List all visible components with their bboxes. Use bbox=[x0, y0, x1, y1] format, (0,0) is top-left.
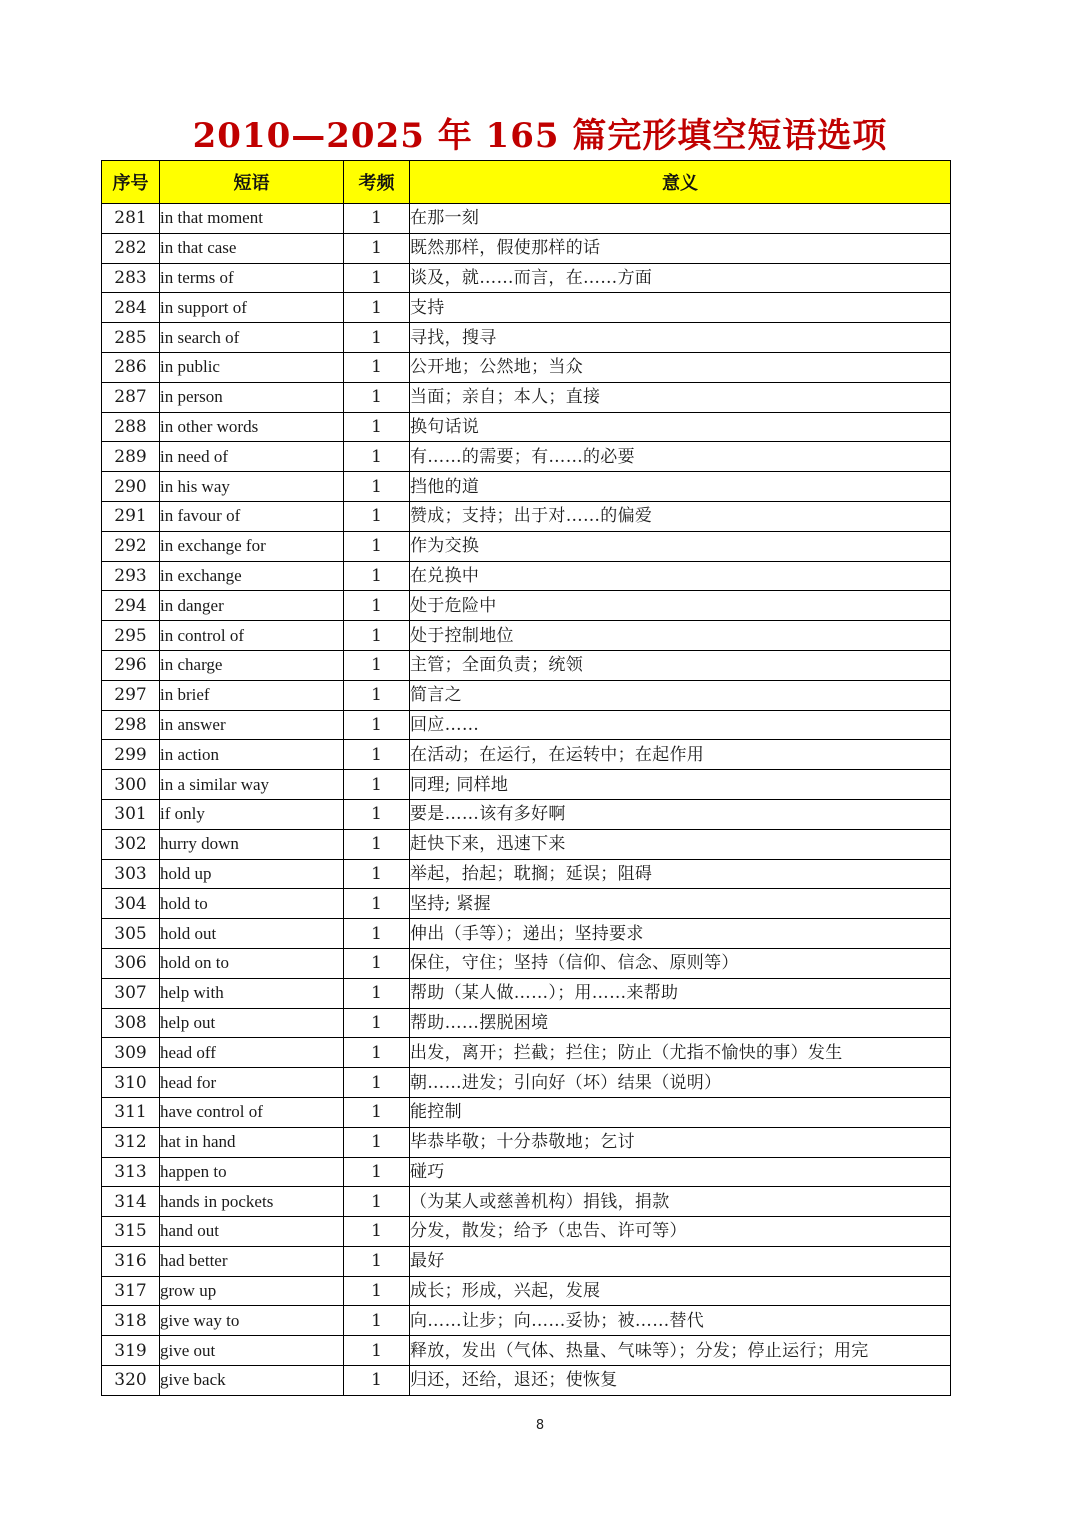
row-frequency: 1 bbox=[344, 1187, 410, 1217]
row-number: 282 bbox=[102, 233, 160, 263]
row-meaning: 回应…… bbox=[410, 710, 951, 740]
row-frequency: 1 bbox=[344, 859, 410, 889]
row-phrase: in search of bbox=[160, 323, 344, 353]
row-number: 302 bbox=[102, 829, 160, 859]
row-phrase: hands in pockets bbox=[160, 1187, 344, 1217]
header-phrase: 短语 bbox=[160, 161, 344, 204]
table-row bbox=[102, 1097, 951, 1127]
row-meaning: 支持 bbox=[410, 293, 951, 323]
table-row bbox=[102, 442, 951, 472]
row-phrase: in that moment bbox=[160, 204, 344, 234]
row-phrase: hurry down bbox=[160, 829, 344, 859]
row-phrase: in need of bbox=[160, 442, 344, 472]
row-phrase: hand out bbox=[160, 1217, 344, 1247]
header-freq: 考频 bbox=[344, 161, 410, 204]
row-meaning: 能控制 bbox=[410, 1097, 951, 1127]
row-frequency: 1 bbox=[344, 740, 410, 770]
row-meaning: 在活动；在运行，在运转中；在起作用 bbox=[410, 740, 951, 770]
row-number: 316 bbox=[102, 1246, 160, 1276]
table-row bbox=[102, 1038, 951, 1068]
table-row bbox=[102, 501, 951, 531]
row-number: 320 bbox=[102, 1366, 160, 1396]
table-row bbox=[102, 889, 951, 919]
table-row bbox=[102, 829, 951, 859]
row-phrase: in support of bbox=[160, 293, 344, 323]
table-row bbox=[102, 1246, 951, 1276]
row-meaning: 举起，抬起；耽搁；延误；阻碍 bbox=[410, 859, 951, 889]
table-row bbox=[102, 1187, 951, 1217]
table-row bbox=[102, 412, 951, 442]
row-phrase: give out bbox=[160, 1336, 344, 1366]
row-number: 292 bbox=[102, 531, 160, 561]
row-phrase: in public bbox=[160, 352, 344, 382]
row-phrase: in favour of bbox=[160, 501, 344, 531]
row-number: 290 bbox=[102, 472, 160, 502]
row-number: 318 bbox=[102, 1306, 160, 1336]
table-row bbox=[102, 1127, 951, 1157]
table-row bbox=[102, 1276, 951, 1306]
row-phrase: in a similar way bbox=[160, 770, 344, 800]
row-meaning: 伸出（手等）；递出；坚持要求 bbox=[410, 919, 951, 949]
row-number: 295 bbox=[102, 621, 160, 651]
row-frequency: 1 bbox=[344, 531, 410, 561]
row-meaning: 释放，发出（气体、热量、气味等）；分发；停止运行；用完 bbox=[410, 1336, 951, 1366]
table-row bbox=[102, 799, 951, 829]
row-frequency: 1 bbox=[344, 799, 410, 829]
table-row bbox=[102, 1008, 951, 1038]
row-meaning: 挡他的道 bbox=[410, 472, 951, 502]
row-meaning: 换句话说 bbox=[410, 412, 951, 442]
row-frequency: 1 bbox=[344, 591, 410, 621]
row-number: 313 bbox=[102, 1157, 160, 1187]
row-meaning: 处于危险中 bbox=[410, 591, 951, 621]
row-phrase: in his way bbox=[160, 472, 344, 502]
table-row bbox=[102, 263, 951, 293]
table-row bbox=[102, 293, 951, 323]
row-number: 296 bbox=[102, 650, 160, 680]
row-frequency: 1 bbox=[344, 919, 410, 949]
row-number: 312 bbox=[102, 1127, 160, 1157]
row-frequency: 1 bbox=[344, 650, 410, 680]
row-meaning: 赶快下来，迅速下来 bbox=[410, 829, 951, 859]
row-frequency: 1 bbox=[344, 233, 410, 263]
table-row bbox=[102, 1306, 951, 1336]
table-row bbox=[102, 978, 951, 1008]
row-phrase: in control of bbox=[160, 621, 344, 651]
row-phrase: in person bbox=[160, 382, 344, 412]
row-frequency: 1 bbox=[344, 501, 410, 531]
row-number: 307 bbox=[102, 978, 160, 1008]
row-meaning: 帮助（某人做……）；用……来帮助 bbox=[410, 978, 951, 1008]
row-meaning: 保住，守住；坚持（信仰、信念、原则等） bbox=[410, 948, 951, 978]
row-number: 281 bbox=[102, 204, 160, 234]
row-number: 300 bbox=[102, 770, 160, 800]
row-number: 319 bbox=[102, 1336, 160, 1366]
row-number: 287 bbox=[102, 382, 160, 412]
row-phrase: hat in hand bbox=[160, 1127, 344, 1157]
row-frequency: 1 bbox=[344, 1068, 410, 1098]
row-frequency: 1 bbox=[344, 204, 410, 234]
row-phrase: hold out bbox=[160, 919, 344, 949]
row-number: 284 bbox=[102, 293, 160, 323]
row-meaning: 主管；全面负责；统领 bbox=[410, 650, 951, 680]
row-phrase: help with bbox=[160, 978, 344, 1008]
row-phrase: in terms of bbox=[160, 263, 344, 293]
row-frequency: 1 bbox=[344, 680, 410, 710]
table-row bbox=[102, 1336, 951, 1366]
page-number: 8 bbox=[535, 1418, 545, 1433]
row-frequency: 1 bbox=[344, 1366, 410, 1396]
table-row bbox=[102, 323, 951, 353]
table-row bbox=[102, 531, 951, 561]
row-number: 286 bbox=[102, 352, 160, 382]
row-phrase: have control of bbox=[160, 1097, 344, 1127]
row-meaning: （为某人或慈善机构）捐钱，捐款 bbox=[410, 1187, 951, 1217]
row-number: 309 bbox=[102, 1038, 160, 1068]
row-frequency: 1 bbox=[344, 770, 410, 800]
row-frequency: 1 bbox=[344, 293, 410, 323]
row-phrase: in charge bbox=[160, 650, 344, 680]
row-frequency: 1 bbox=[344, 472, 410, 502]
row-phrase: grow up bbox=[160, 1276, 344, 1306]
row-meaning: 最好 bbox=[410, 1246, 951, 1276]
row-number: 291 bbox=[102, 501, 160, 531]
table-body bbox=[102, 204, 951, 1396]
row-frequency: 1 bbox=[344, 263, 410, 293]
header-no: 序号 bbox=[102, 161, 160, 204]
row-phrase: had better bbox=[160, 1246, 344, 1276]
row-number: 285 bbox=[102, 323, 160, 353]
row-meaning: 有……的需要；有……的必要 bbox=[410, 442, 951, 472]
row-frequency: 1 bbox=[344, 621, 410, 651]
row-number: 304 bbox=[102, 889, 160, 919]
header-meaning: 意义 bbox=[410, 161, 951, 204]
row-frequency: 1 bbox=[344, 1097, 410, 1127]
row-phrase: give back bbox=[160, 1366, 344, 1396]
table-row bbox=[102, 680, 951, 710]
row-frequency: 1 bbox=[344, 1008, 410, 1038]
page-title: 2010—2025 年 165 篇完形填空短语选项 bbox=[192, 116, 888, 156]
row-number: 311 bbox=[102, 1097, 160, 1127]
table-row bbox=[102, 1068, 951, 1098]
row-meaning: 碰巧 bbox=[410, 1157, 951, 1187]
row-number: 315 bbox=[102, 1217, 160, 1247]
row-meaning: 既然那样，假使那样的话 bbox=[410, 233, 951, 263]
row-meaning: 毕恭毕敬；十分恭敬地；乞讨 bbox=[410, 1127, 951, 1157]
row-phrase: in action bbox=[160, 740, 344, 770]
row-phrase: in answer bbox=[160, 710, 344, 740]
row-number: 288 bbox=[102, 412, 160, 442]
row-number: 289 bbox=[102, 442, 160, 472]
table-row bbox=[102, 710, 951, 740]
row-frequency: 1 bbox=[344, 1276, 410, 1306]
table-row bbox=[102, 859, 951, 889]
table-row bbox=[102, 1366, 951, 1396]
row-frequency: 1 bbox=[344, 1157, 410, 1187]
row-frequency: 1 bbox=[344, 948, 410, 978]
row-frequency: 1 bbox=[344, 1246, 410, 1276]
row-frequency: 1 bbox=[344, 352, 410, 382]
row-meaning: 在那一刻 bbox=[410, 204, 951, 234]
row-meaning: 谈及，就……而言，在……方面 bbox=[410, 263, 951, 293]
row-meaning: 分发，散发；给予（忠告、许可等） bbox=[410, 1217, 951, 1247]
row-frequency: 1 bbox=[344, 1306, 410, 1336]
row-meaning: 坚持; 紧握 bbox=[410, 889, 951, 919]
row-number: 308 bbox=[102, 1008, 160, 1038]
row-number: 299 bbox=[102, 740, 160, 770]
row-meaning: 向……让步；向……妥协；被……替代 bbox=[410, 1306, 951, 1336]
table-row bbox=[102, 919, 951, 949]
row-phrase: in exchange bbox=[160, 561, 344, 591]
row-phrase: give way to bbox=[160, 1306, 344, 1336]
row-number: 294 bbox=[102, 591, 160, 621]
table-row bbox=[102, 621, 951, 651]
row-phrase: in danger bbox=[160, 591, 344, 621]
row-number: 317 bbox=[102, 1276, 160, 1306]
row-number: 298 bbox=[102, 710, 160, 740]
row-frequency: 1 bbox=[344, 561, 410, 591]
row-number: 301 bbox=[102, 799, 160, 829]
row-number: 283 bbox=[102, 263, 160, 293]
table-row bbox=[102, 770, 951, 800]
row-phrase: happen to bbox=[160, 1157, 344, 1187]
row-frequency: 1 bbox=[344, 323, 410, 353]
row-frequency: 1 bbox=[344, 1127, 410, 1157]
table-row bbox=[102, 591, 951, 621]
row-meaning: 帮助……摆脱困境 bbox=[410, 1008, 951, 1038]
row-meaning: 寻找，搜寻 bbox=[410, 323, 951, 353]
table-row bbox=[102, 948, 951, 978]
row-phrase: if only bbox=[160, 799, 344, 829]
row-meaning: 作为交换 bbox=[410, 531, 951, 561]
row-meaning: 在兑换中 bbox=[410, 561, 951, 591]
row-phrase: in that case bbox=[160, 233, 344, 263]
table-row bbox=[102, 233, 951, 263]
row-phrase: in brief bbox=[160, 680, 344, 710]
row-meaning: 同理; 同样地 bbox=[410, 770, 951, 800]
row-meaning: 当面；亲自；本人；直接 bbox=[410, 382, 951, 412]
table-row bbox=[102, 382, 951, 412]
row-meaning: 出发，离开；拦截；拦住；防止（尤指不愉快的事）发生 bbox=[410, 1038, 951, 1068]
row-frequency: 1 bbox=[344, 829, 410, 859]
row-number: 310 bbox=[102, 1068, 160, 1098]
table-row bbox=[102, 650, 951, 680]
table-row bbox=[102, 204, 951, 234]
row-number: 314 bbox=[102, 1187, 160, 1217]
table-row bbox=[102, 1217, 951, 1247]
row-meaning: 归还，还给，退还；使恢复 bbox=[410, 1366, 951, 1396]
row-number: 306 bbox=[102, 948, 160, 978]
row-number: 303 bbox=[102, 859, 160, 889]
table-row bbox=[102, 561, 951, 591]
row-frequency: 1 bbox=[344, 978, 410, 1008]
row-phrase: help out bbox=[160, 1008, 344, 1038]
row-meaning: 处于控制地位 bbox=[410, 621, 951, 651]
row-number: 305 bbox=[102, 919, 160, 949]
row-phrase: in exchange for bbox=[160, 531, 344, 561]
table-row bbox=[102, 472, 951, 502]
table-row bbox=[102, 1157, 951, 1187]
row-frequency: 1 bbox=[344, 412, 410, 442]
row-meaning: 朝……进发；引向好（坏）结果（说明） bbox=[410, 1068, 951, 1098]
row-frequency: 1 bbox=[344, 1038, 410, 1068]
row-frequency: 1 bbox=[344, 382, 410, 412]
table-row bbox=[102, 352, 951, 382]
row-meaning: 成长；形成，兴起，发展 bbox=[410, 1276, 951, 1306]
row-number: 293 bbox=[102, 561, 160, 591]
row-frequency: 1 bbox=[344, 1217, 410, 1247]
table-header-row bbox=[102, 161, 951, 204]
row-number: 297 bbox=[102, 680, 160, 710]
phrase-table bbox=[101, 160, 951, 1396]
row-frequency: 1 bbox=[344, 442, 410, 472]
row-frequency: 1 bbox=[344, 1336, 410, 1366]
row-meaning: 简言之 bbox=[410, 680, 951, 710]
row-phrase: hold on to bbox=[160, 948, 344, 978]
row-phrase: hold to bbox=[160, 889, 344, 919]
row-meaning: 公开地；公然地；当众 bbox=[410, 352, 951, 382]
row-frequency: 1 bbox=[344, 889, 410, 919]
row-phrase: head for bbox=[160, 1068, 344, 1098]
row-meaning: 要是……该有多好啊 bbox=[410, 799, 951, 829]
row-frequency: 1 bbox=[344, 710, 410, 740]
row-phrase: hold up bbox=[160, 859, 344, 889]
row-meaning: 赞成；支持；出于对……的偏爱 bbox=[410, 501, 951, 531]
row-phrase: in other words bbox=[160, 412, 344, 442]
row-phrase: head off bbox=[160, 1038, 344, 1068]
table-row bbox=[102, 740, 951, 770]
